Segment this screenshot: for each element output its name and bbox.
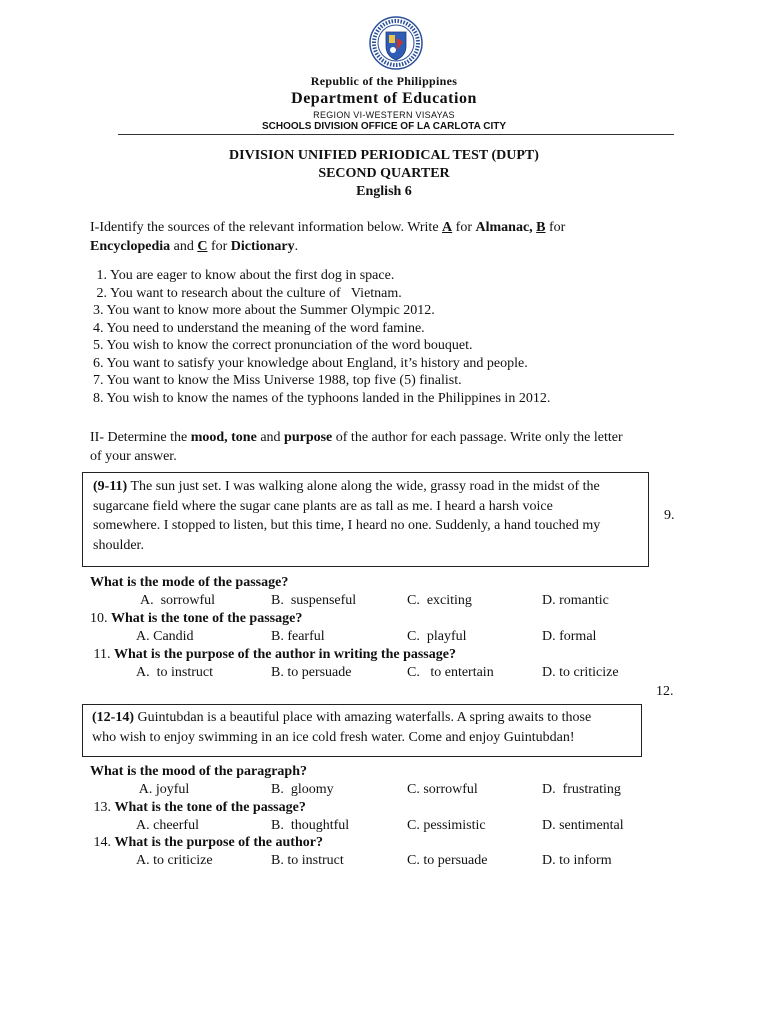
republic-heading: Republic of the Philippines (310, 74, 458, 88)
passage-2-box: (12-14) Guintubdan is a beautiful place with amazing waterfalls. A spring awaits to those who wish to enjoy swimming in an ice cold fresh water. Come and enjoy Guintubdan! (82, 704, 642, 757)
option-c: C. to entertain (407, 665, 494, 680)
part2-instruction: II- Determine the mood, tone and purpose of the author for each passage. Write only the letter of your answer. (90, 430, 623, 464)
option-d: D. sentimental (542, 818, 624, 833)
option-d: D. to criticize (542, 665, 619, 680)
part1-item: 4. You need to understand the meaning of the word famine. (93, 321, 425, 336)
option-a: A. to criticize (136, 853, 213, 868)
question-12: What is the mood of the paragraph? (90, 764, 308, 779)
part1-item: 8. You wish to know the names of the typhoons landed in the Philippines in 2012. (93, 391, 551, 406)
side-number-12: 12. (656, 684, 674, 699)
part1-item: 5. You wish to know the correct pronunciation of the word bouquet. (93, 338, 473, 353)
option-c: C. playful (407, 629, 467, 644)
part1-item: 3. You want to know more about the Summer Olympic 2012. (93, 303, 435, 318)
question-14: 14. What is the purpose of the author? (90, 835, 323, 850)
option-d: D. formal (542, 629, 597, 644)
option-b: B. suspenseful (271, 593, 357, 608)
option-c: C. sorrowful (407, 782, 478, 797)
part1-item: 6. You want to satisfy your knowledge about England, it’s history and people. (93, 356, 528, 371)
quarter-title: SECOND QUARTER (318, 166, 450, 181)
question-13: 13. What is the tone of the passage? (90, 800, 306, 815)
region-heading: REGION VI-WESTERN VISAYAS (313, 110, 455, 120)
part1-item: 2. You want to research about the culture of Vietnam. (93, 286, 402, 301)
option-b: B. to persuade (271, 665, 352, 680)
option-d: D. to inform (542, 853, 612, 868)
deped-seal (369, 16, 423, 70)
option-a: A. joyful (136, 782, 190, 797)
question-9: What is the mode of the passage? (90, 575, 289, 590)
option-a: A. cheerful (136, 818, 199, 833)
passage-2-range: (12-14) (92, 710, 134, 725)
question-10: 10. What is the tone of the passage? (90, 611, 303, 626)
part1-item: 7. You want to know the Miss Universe 1988, top five (5) finalist. (93, 373, 462, 388)
question-11: 11. What is the purpose of the author in writing the passage? (90, 647, 456, 662)
option-b: B. gloomy (271, 782, 334, 797)
department-heading: Department of Education (291, 90, 477, 107)
option-c: C. to persuade (407, 853, 488, 868)
header-divider (118, 134, 674, 135)
option-a: A. to instruct (136, 665, 213, 680)
option-d: D. frustrating (542, 782, 621, 797)
option-b: B. fearful (271, 629, 325, 644)
option-a: A. sorrowful (140, 593, 216, 608)
option-c: C. exciting (407, 593, 472, 608)
option-b: B. thoughtful (271, 818, 350, 833)
test-title: DIVISION UNIFIED PERIODICAL TEST (DUPT) (229, 148, 539, 163)
part1-item: 1. You are eager to know about the first dog in space. (93, 268, 395, 283)
option-d: D. romantic (542, 593, 609, 608)
option-c: C. pessimistic (407, 818, 486, 833)
division-heading: SCHOOLS DIVISION OFFICE OF LA CARLOTA CITY (261, 121, 507, 132)
part1-instruction: I-Identify the sources of the relevant information below. Write A for Almanac, B for Encyclopedia and C for Dictionary. (90, 220, 566, 254)
side-number-9: 9. (664, 508, 675, 523)
passage-1-box: (9-11) The sun just set. I was walking alone along the wide, grassy road in the midst of the sugarcane field where the sugar cane plants are as tall as me. I heard a harsh voice somewhere. I stopped to listen, but this time, I heard no one. Suddenly, a hand touched my shoulder. (82, 472, 649, 567)
option-b: B. to instruct (271, 853, 344, 868)
passage-1-range: (9-11) (93, 479, 128, 494)
subject-title: English 6 (356, 184, 412, 199)
option-a: A. Candid (136, 629, 194, 644)
